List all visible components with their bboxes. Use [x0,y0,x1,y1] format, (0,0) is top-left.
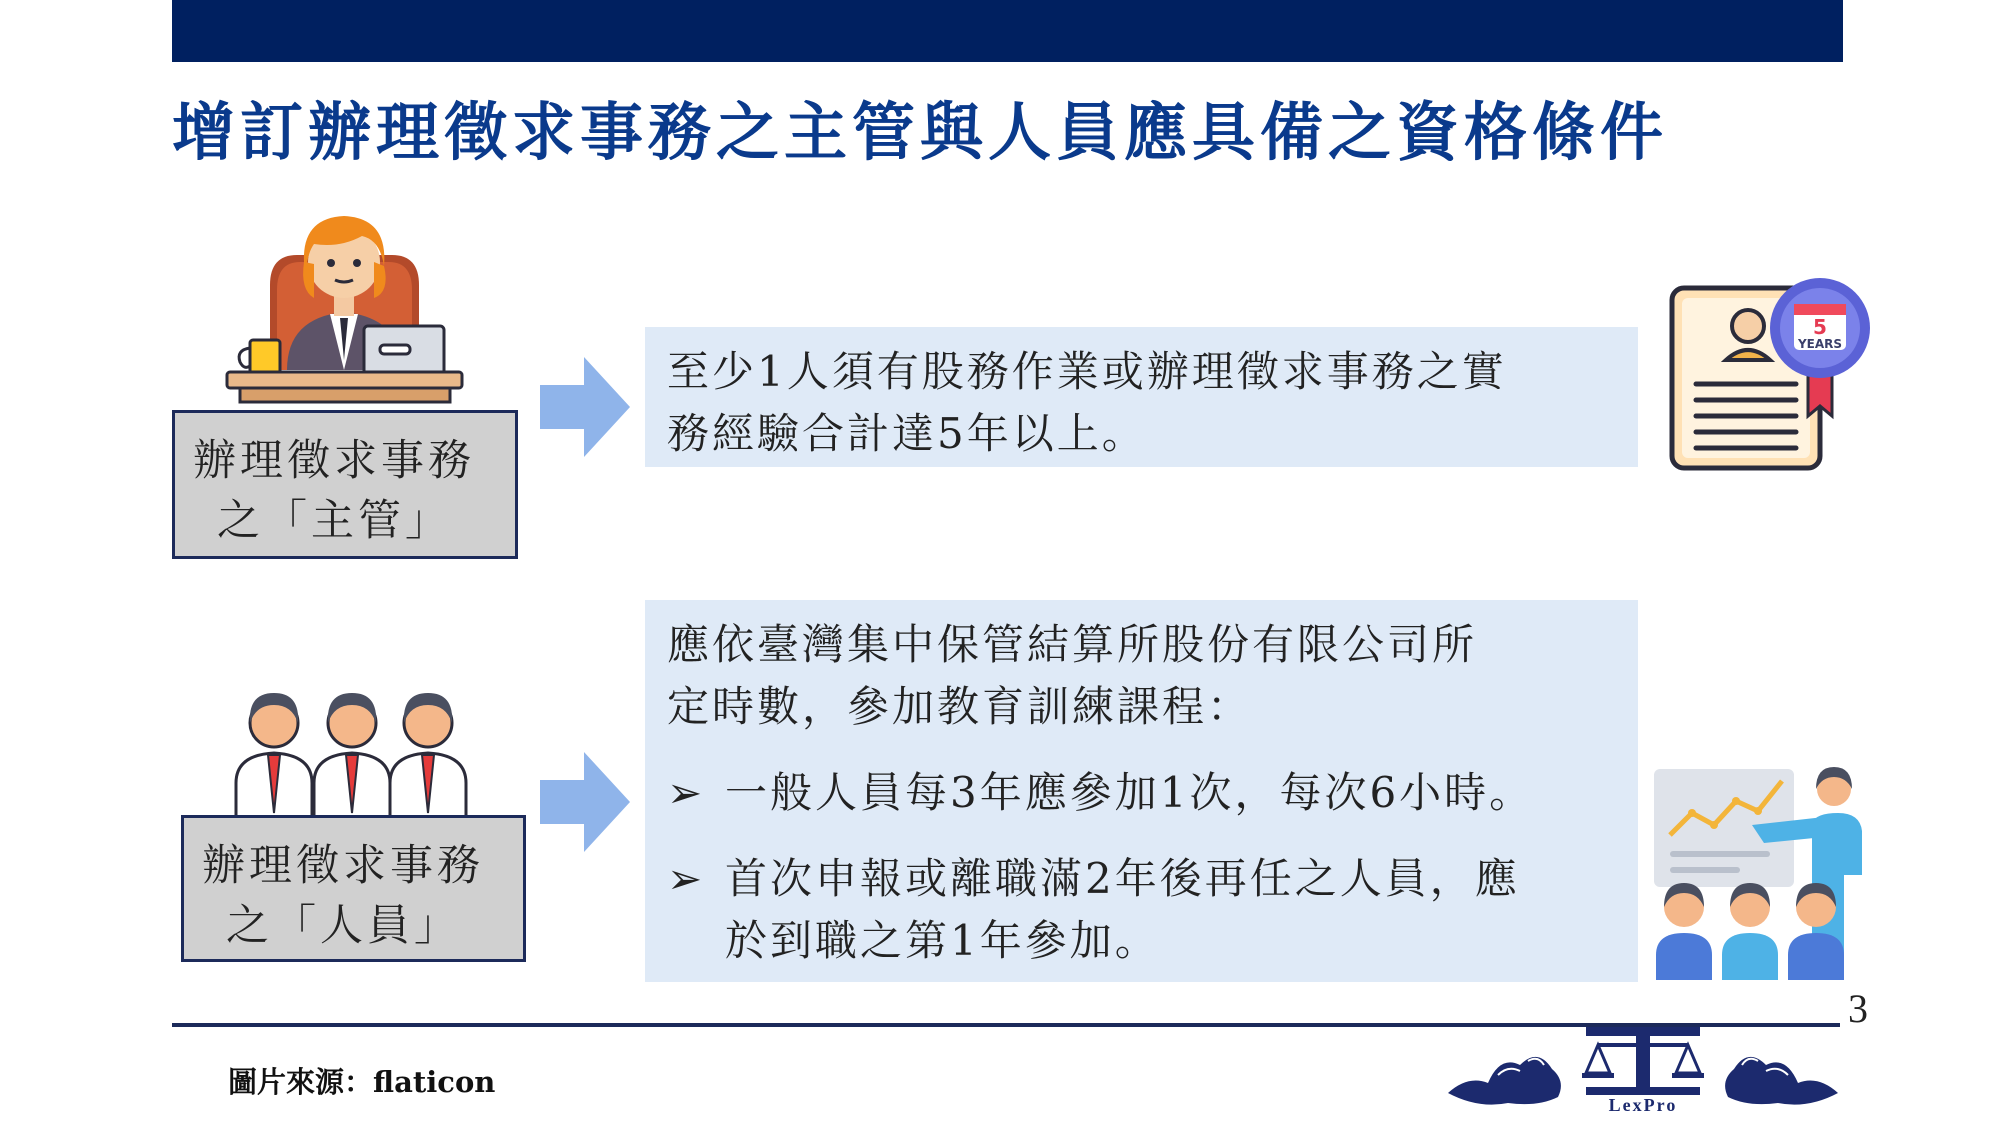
manager-requirement-line: 至少1人須有股務作業或辦理徵求事務之實 [667,347,1507,396]
staff-requirement-box [645,600,1638,982]
manager-label-box [172,410,518,559]
staff-group-icon [232,683,472,818]
staff-bullet-item [667,848,1638,972]
manager-label-line1: 辦理徵求事務 [193,436,475,486]
logo-text: LexPro [1608,1095,1678,1115]
header-bar [172,0,1843,62]
manager-requirement-box [645,327,1638,467]
training-presentation-icon [1652,765,1872,980]
lexpro-logo [1448,1025,1838,1115]
staff-bullet-item [667,762,1638,824]
staff-intro-line: 應依臺灣集中保管結算所股份有限公司所 [667,620,1478,669]
arrow-right-icon [540,357,630,457]
staff-label-line1: 辦理徵求事務 [202,841,484,891]
badge-text: YEARS [1797,337,1843,351]
resume-certificate-icon [1668,276,1873,476]
staff-label-box [181,815,526,962]
bullet-text: 於到職之第1年參加。 [725,916,1160,965]
manager-at-desk-icon [222,200,467,405]
staff-label-line2: 之「人員」 [226,901,461,951]
bullet-text: 一般人員每3年應參加1次，每次6小時。 [725,768,1535,817]
arrow-right-icon [540,752,630,852]
bullet-text: 首次申報或離職滿2年後再任之人員，應 [725,854,1520,903]
badge-number: 5 [1813,315,1827,339]
image-source-note: 圖片來源：flaticon [228,1065,496,1099]
manager-label-line2: 之「主管」 [217,496,452,546]
bullet-arrow-icon: ➢ [667,854,706,903]
bullet-arrow-icon: ➢ [667,768,706,817]
staff-intro-line: 定時數，參加教育訓練課程： [667,682,1253,731]
manager-requirement-line: 務經驗合計達5年以上。 [667,409,1147,458]
page-number: 3 [1848,986,1868,1031]
slide-title: 增訂辦理徵求事務之主管與人員應具備之資格條件 [172,96,1668,169]
